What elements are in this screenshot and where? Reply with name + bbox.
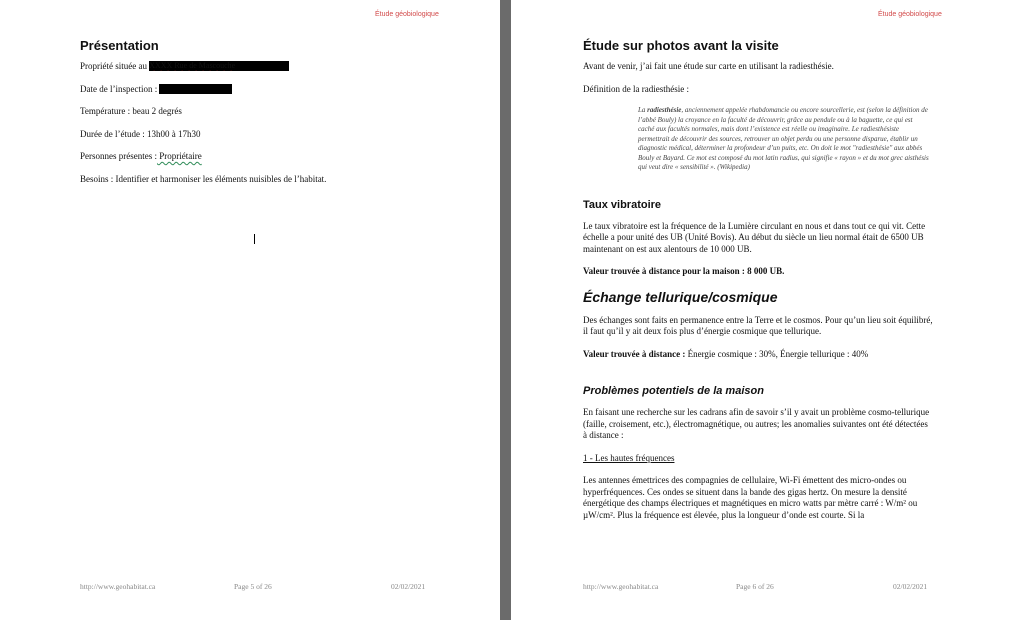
section-title-exchange: Échange tellurique/cosmique bbox=[583, 288, 778, 305]
intro-paragraph: Avant de venir, j’ai fait une étude sur carte en utilisant la radiesthésie. bbox=[583, 61, 834, 71]
footer-url[interactable]: http://www.geohabitat.ca bbox=[80, 582, 156, 591]
footer-page-number: Page 6 of 26 bbox=[736, 582, 774, 591]
address-value: XXXX Rue de Mascouche bbox=[149, 61, 236, 70]
quote-term: radiesthésie bbox=[647, 106, 682, 114]
page-header: Étude géobiologique bbox=[878, 11, 942, 18]
exchange-value-line bbox=[583, 349, 933, 361]
footer-page-number: Page 5 of 26 bbox=[234, 582, 272, 591]
quote-lead: La bbox=[638, 106, 648, 114]
footer-date: 02/02/2021 bbox=[893, 582, 928, 591]
quote-body: , anciennement appelée rhabdomancie ou encore sourcellerie, est (selon la définition de l’abbé Bouly) la croyance en la faculté de découvrir, grâce au pendule ou à la baguette, ce qui est caché aux facultés normales, mais dont l’existence est réelle ou imaginaire. Le radiesthésiste permettrait de découvrir des sources, retrouver un objet perdu ou une personne disparue, établir un diagnostic médical, déterminer la profondeur d’un puits, etc. On doit le mot "radiesthésie" aux abbés Bouly et Bayard. Ce mot est composé du mot latin radius, qui signifie « rayon » et du mot grec aisthésis qui veut dire « sensibilité ». (Wikipedia) bbox=[638, 106, 929, 171]
definition-quote bbox=[638, 106, 930, 173]
section-title-problems: Problèmes potentiels de la maison bbox=[583, 385, 764, 397]
address-label: Propriété située au bbox=[80, 61, 147, 71]
section-title-photo-study: Étude sur photos avant la visite bbox=[583, 38, 779, 53]
section-title-presentation: Présentation bbox=[80, 38, 159, 53]
duration-line: Durée de l’étude : 13h00 à 17h30 bbox=[80, 128, 201, 139]
document-page-6 bbox=[511, 0, 1017, 620]
exchange-value: Énergie cosmique : 30%, Énergie tellurique : 40% bbox=[685, 348, 869, 359]
section-title-vibratory: Taux vibratoire bbox=[583, 198, 662, 211]
exchange-value-label: Valeur trouvée à distance : bbox=[583, 348, 686, 359]
persons-value: Propriétaire bbox=[156, 151, 202, 161]
document-page-5 bbox=[0, 0, 500, 620]
definition-label: Définition de la radiesthésie : bbox=[583, 83, 689, 94]
footer-date: 02/02/2021 bbox=[391, 582, 426, 591]
text-cursor bbox=[254, 234, 255, 244]
address-line bbox=[80, 61, 326, 73]
exchange-paragraph: Des échanges sont faits en permanence entre la Terre et le cosmos. Pour qu’un lieu soit équilibré, il faut qu’il y ait deux fois plus d’énergie cosmique que tellurique. bbox=[583, 314, 933, 336]
redacted-date bbox=[159, 84, 232, 94]
footer-url[interactable]: http://www.geohabitat.ca bbox=[583, 582, 659, 591]
temperature-line: Température : beau 2 degrés bbox=[80, 106, 182, 116]
page-header: Étude géobiologique bbox=[375, 11, 439, 18]
problems-paragraph: En faisant une recherche sur les cadrans afin de savoir s’il y avait un problème cosmo-tellurique (faille, croisement, etc.), électromagnétique, ou autres; les anomalies suivantes ont été détectées à distance : bbox=[583, 407, 930, 440]
vibratory-value: Valeur trouvée à distance pour la maison : 8 000 UB. bbox=[583, 266, 785, 276]
persons-line bbox=[80, 151, 326, 163]
inspection-label: Date de l’inspection : bbox=[80, 83, 158, 94]
needs-line: Besoins : Identifier et harmoniser les éléments nuisibles de l’habitat. bbox=[80, 173, 327, 184]
redacted-address bbox=[149, 61, 289, 71]
vibratory-paragraph: Le taux vibratoire est la fréquence de la Lumière circulant en nous et dans tout ce qui vit. Cette échelle a pour unité des UB (Unité Bovis). Au début du siècle un lieu normal était de 6500 UB maintenant on est aux alentours de 10 000 UB. bbox=[583, 220, 926, 254]
page-content bbox=[80, 38, 326, 196]
subsection-title-high-frequencies: 1 - Les hautes fréquences bbox=[583, 452, 675, 463]
high-frequencies-paragraph: Les antennes émettrices des compagnies de cellulaire, Wi-Fi émettent des micro-ondes ou hyperfréquences. Ces ondes se situent dans la bande des gigas hertz. On mesure la densité énergétique des champs électriques et magnétiques en micro watts par mètre carré : W/m² ou µW/cm². Plus la fréquence est élevée, plus la longueur d’onde est courte. Si la bbox=[583, 475, 918, 520]
inspection-line bbox=[80, 84, 326, 96]
persons-label: Personnes présentes : bbox=[80, 151, 157, 161]
page-content bbox=[583, 38, 933, 532]
